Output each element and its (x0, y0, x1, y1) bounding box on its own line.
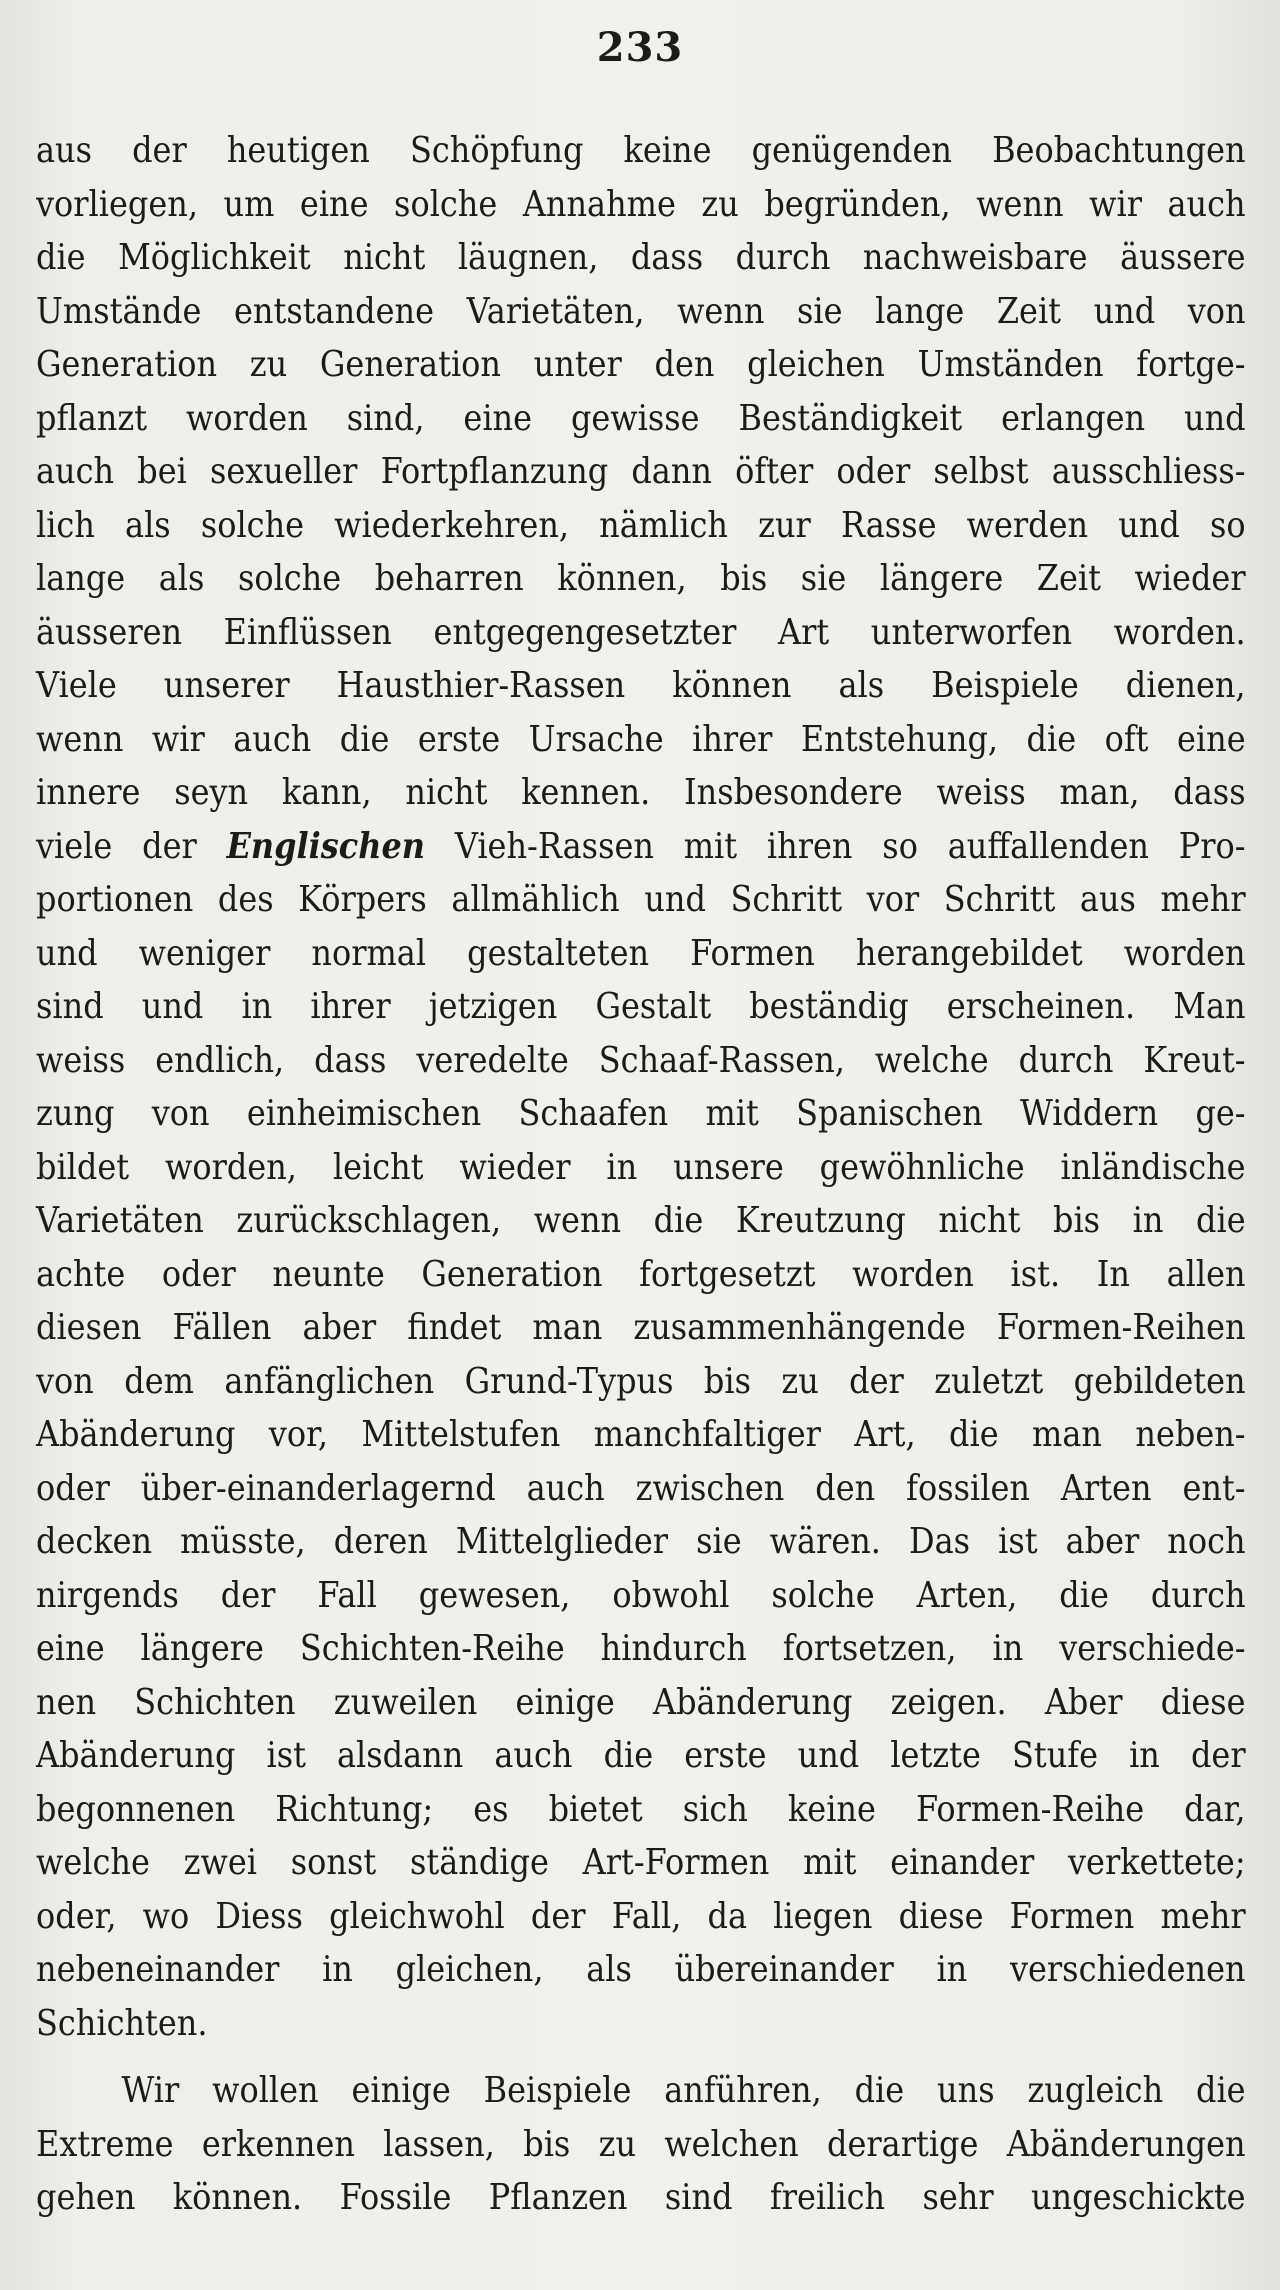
text-line: Varietäten zurückschlagen, wenn die Kreutzung nicht bis in die (36, 1200, 1246, 1241)
text-line: von dem anfänglichen Grund-Typus bis zu der zuletzt gebildeten (36, 1360, 1246, 1402)
text-line: eine längere Schichten-Reihe hindurch fortsetzen, in verschiede- (36, 1628, 1246, 1669)
text-line: vorliegen, um eine solche Annahme zu begründen, wenn wir auch (36, 183, 1246, 225)
emphasized-word: Englischen (226, 825, 426, 867)
paragraph-first-line: Wir wollen einige Beispiele anführen, die uns zugleich die (121, 2070, 1246, 2111)
text-line: lange als solche beharren können, bis sie längere Zeit wieder (36, 558, 1246, 599)
text-line: zung von einheimischen Schaafen mit Spanischen Widdern ge- (36, 1093, 1246, 1134)
line-text-after: Vieh-Rassen mit ihren so auffallenden Pro- (425, 825, 1246, 867)
text-line: lich als solche wiederkehren, nämlich zur Rasse werden und so (36, 504, 1246, 546)
text-line: achte oder neunte Generation fortgesetzt worden ist. In allen (36, 1253, 1246, 1295)
text-line: Abänderung vor, Mittelstufen manchfaltiger Art, die man neben- (36, 1414, 1246, 1455)
text-line: oder über-einanderlagernd auch zwischen den fossilen Arten ent- (36, 1467, 1246, 1509)
text-line: und weniger normal gestalteten Formen herangebildet worden (36, 932, 1246, 974)
text-line: portionen des Körpers allmählich und Schritt vor Schritt aus mehr (36, 879, 1246, 920)
text-line: oder, wo Diess gleichwohl der Fall, da liegen diese Formen mehr (36, 1895, 1246, 1937)
text-line-emphasis (36, 820, 1246, 874)
page-number: 233 (596, 24, 684, 71)
text-line: diesen Fällen aber findet man zusammenhängende Formen-Reihen (36, 1307, 1246, 1348)
text-line: nebeneinander in gleichen, als übereinander in verschiedenen (36, 1949, 1246, 1990)
text-line-paragraph-end: Schichten. (36, 2002, 208, 2044)
text-line: Viele unserer Hausthier-Rassen können als Beispiele dienen, (36, 665, 1246, 706)
text-line: aus der heutigen Schöpfung keine genügenden Beobachtungen (36, 130, 1246, 171)
text-line: wenn wir auch die erste Ursache ihrer Entstehung, die oft eine (36, 718, 1246, 760)
text-line: weiss endlich, dass veredelte Schaaf-Rassen, welche durch Kreut- (36, 1039, 1246, 1081)
text-line: auch bei sexueller Fortpflanzung dann öfter oder selbst ausschliess- (36, 451, 1246, 492)
text-line: pflanzt worden sind, eine gewisse Beständigkeit erlangen und (36, 397, 1246, 439)
text-line: Generation zu Generation unter den gleichen Umständen fortge- (36, 344, 1246, 385)
text-line: nen Schichten zuweilen einige Abänderung zeigen. Aber diese (36, 1681, 1246, 1723)
text-line: Extreme erkennen lassen, bis zu welchen derartige Abänderungen (36, 2123, 1246, 2165)
page-text (36, 124, 1246, 2225)
text-line: nirgends der Fall gewesen, obwohl solche Arten, die durch (36, 1574, 1246, 1616)
text-line: bildet worden, leicht wieder in unsere gewöhnliche inländische (36, 1146, 1246, 1188)
text-line: innere seyn kann, nicht kennen. Insbesondere weiss man, dass (36, 772, 1246, 813)
line-text-before: viele der (36, 825, 227, 867)
text-line: welche zwei sonst ständige Art-Formen mit einander verkettete; (36, 1842, 1246, 1883)
text-line: sind und in ihrer jetzigen Gestalt beständig erscheinen. Man (36, 986, 1246, 1027)
text-line: decken müsste, deren Mittelglieder sie wären. Das ist aber noch (36, 1521, 1246, 1562)
text-line: Umstände entstandene Varietäten, wenn sie lange Zeit und von (36, 290, 1246, 332)
text-line: begonnenen Richtung; es bietet sich keine Formen-Reihe dar, (36, 1788, 1246, 1830)
text-line: gehen können. Fossile Pflanzen sind freilich sehr ungeschickte (36, 2177, 1246, 2218)
text-line: äusseren Einflüssen entgegengesetzter Art unterworfen worden. (36, 611, 1246, 653)
text-line: Abänderung ist alsdann auch die erste und letzte Stufe in der (36, 1735, 1246, 1776)
text-line: die Möglichkeit nicht läugnen, dass durch nachweisbare äussere (36, 237, 1246, 278)
